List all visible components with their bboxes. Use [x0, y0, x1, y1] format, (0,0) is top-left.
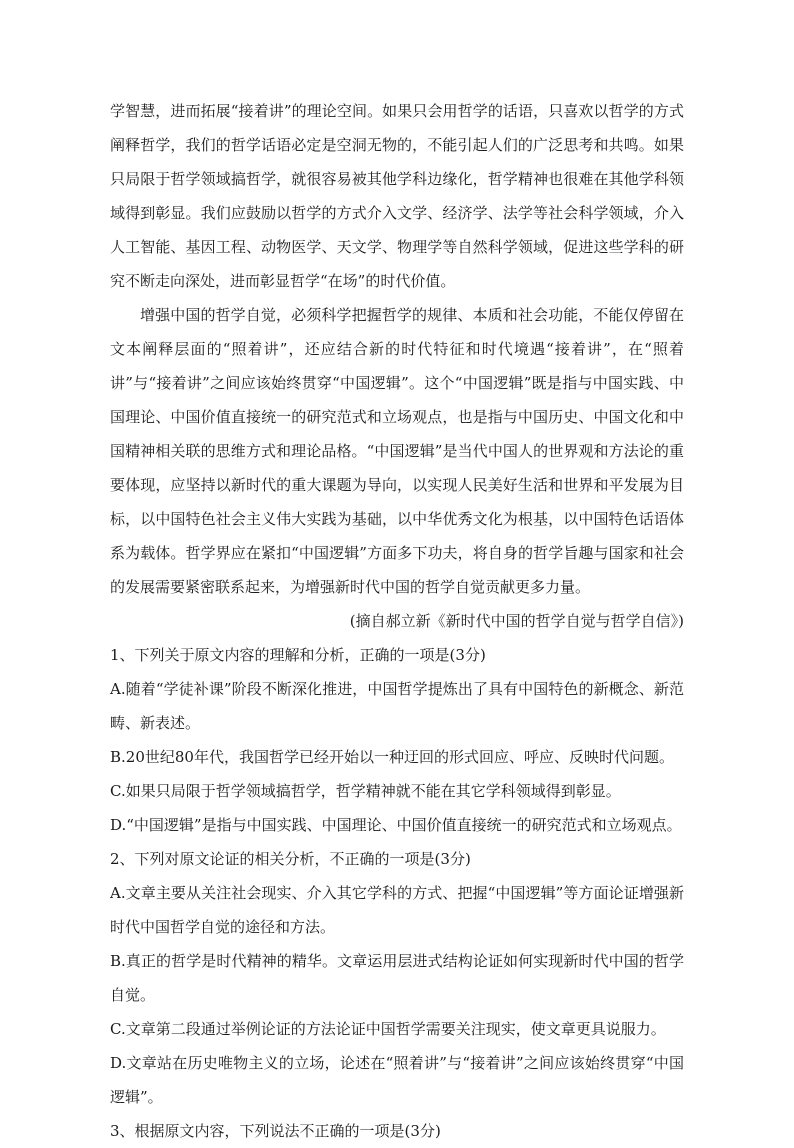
question-stem: 2、下列对原文论证的相关分析，不正确的一项是(3分) — [110, 850, 471, 868]
question-1 — [110, 638, 684, 842]
question-option-d: D.“中国逻辑”是指与中国实践、中国理论、中国价值直接统一的研究范式和立场观点。 — [110, 816, 682, 834]
passage-paragraph-1: 学智慧，进而拓展“接着讲”的理论空间。如果只会用哲学的话语，只喜欢以哲学的方式阐释哲学，我们的哲学话语必定是空洞无物的，不能引起人们的广泛思考和共鸣。如果只局限于哲学领域搞哲学，就很容易被其他学科边缘化，哲学精神也很难在其他学科领域得到彰显。我们应鼓励以哲学的方式介入文学、经济学、法学等社会科学领域，介入人工智能、基因工程、动物医学、天文学、物理学等自然科学领域，促进这些学科的研究不断走向深处，进而彰显哲学“在场”的时代价值。 — [110, 102, 684, 290]
question-option-d: D.文章站在历史唯物主义的立场，论述在“照着讲”与“接着讲”之间应该始终贯穿“中国逻辑”。 — [110, 1054, 684, 1106]
question-option-c: C.文章第二段通过举例论证的方法论证中国哲学需要关注现实，使文章更具说服力。 — [110, 1020, 666, 1038]
question-3 — [110, 1114, 684, 1148]
question-option-c: C.如果只局限于哲学领域搞哲学，哲学精神就不能在其它学科领域得到彰显。 — [110, 782, 621, 800]
question-option-a: A.随着“学徒补课”阶段不断深化推进，中国哲学提炼出了具有中国特色的新概念、新范畴、新表述。 — [110, 680, 684, 732]
question-option-b: B.20世纪80年代，我国哲学已经开始以一种迂回的形式回应、呼应、反映时代问题。 — [110, 748, 674, 766]
passage-paragraph-2: 增强中国的哲学自觉，必须科学把握哲学的规律、本质和社会功能，不能仅停留在文本阐释层面的“照着讲”，还应结合新的时代特征和时代境遇“接着讲”，在“照着讲”与“接着讲”之间应该始终贯穿“中国逻辑”。这个“中国逻辑”既是指与中国实践、中国理论、中国价值直接统一的研究范式和立场观点，也是指与中国历史、中国文化和中国精神相关联的思维方式和理论品格。“中国逻辑”是当代中国人的世界观和方法论的重要体现，应坚持以新时代的重大课题为导向，以实现人民美好生活和世界和平发展为目标，以中国特色社会主义伟大实践为基础，以中华优秀文化为根基，以中国特色话语体系为载体。哲学界应在紧扣“中国逻辑”方面多下功夫，将自身的哲学旨趣与国家和社会的发展需要紧密联系起来，为增强新时代中国的哲学自觉贡献更多力量。 — [110, 306, 684, 596]
document-page — [110, 94, 684, 1148]
passage-source: (摘自郝立新《新时代中国的哲学自觉与哲学自信》) — [349, 612, 684, 630]
question-2 — [110, 842, 684, 1114]
question-option-b: B.真正的哲学是时代精神的精华。文章运用层进式结构论证如何实现新时代中国的哲学自觉。 — [110, 952, 684, 1004]
question-option-a: A.文章主要从关注社会现实、介入其它学科的方式、把握“中国逻辑”等方面论证增强新时代中国哲学自觉的途径和方法。 — [110, 884, 684, 936]
question-stem: 1、下列关于原文内容的理解和分析，正确的一项是(3分) — [110, 646, 486, 664]
question-stem: 3、根据原文内容，下列说法不正确的一项是(3分) — [110, 1122, 441, 1140]
